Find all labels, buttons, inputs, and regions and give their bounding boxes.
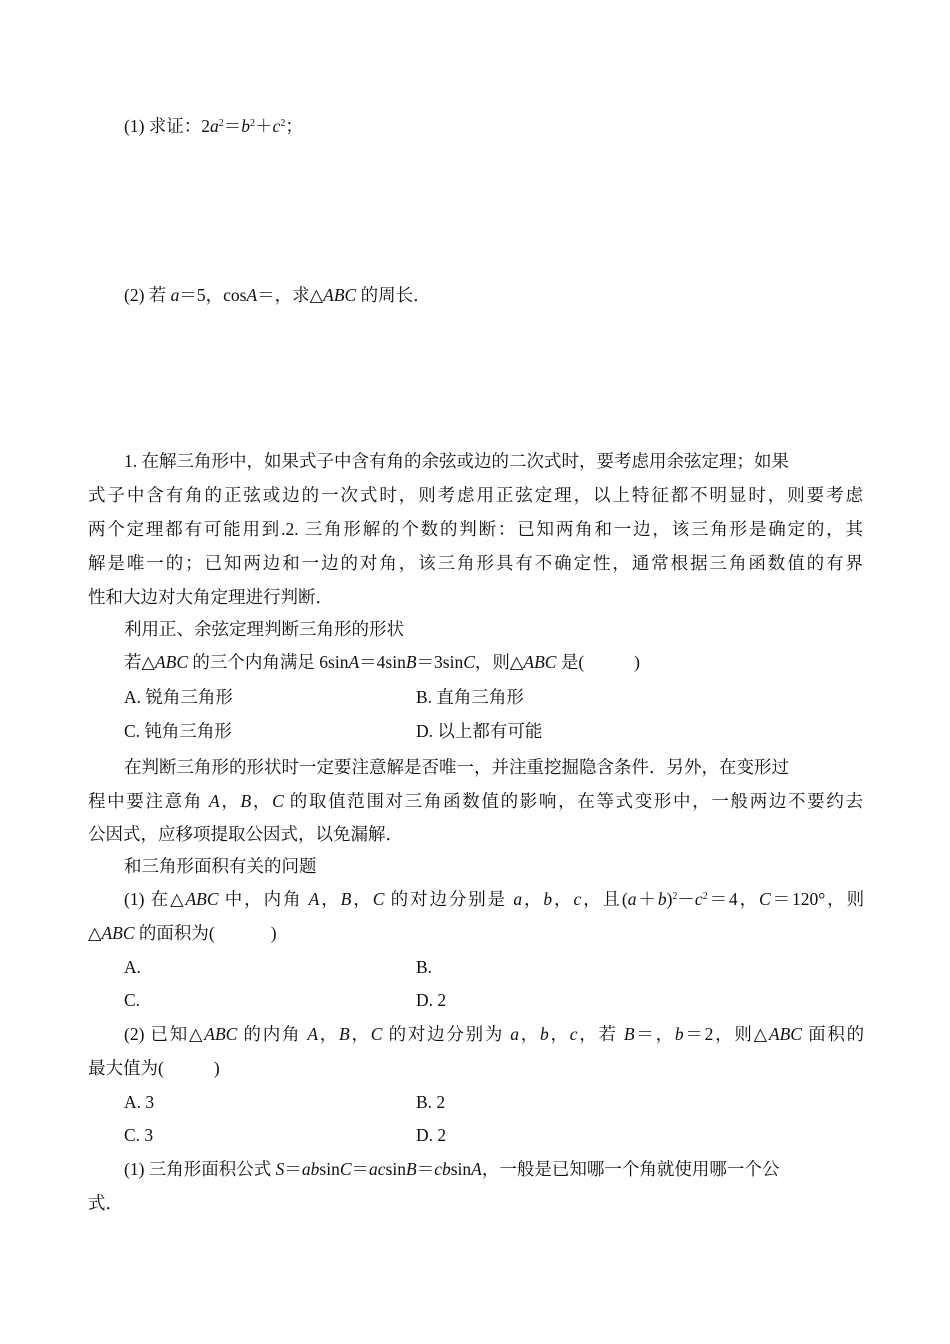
summary-line-2: 式子中含有角的正弦或边的一次式时，则考虑用正弦定理，以上特征都不明显时，则要考虑 xyxy=(88,485,863,505)
formula-line-2: 式． xyxy=(88,1193,123,1213)
topic-2-q1-line-1: (1) 在△ABC 中，内角 A，B，C 的对边分别是 a，b，c，且$(a+b)^2-c^2=4$，C＝120°，则 xyxy=(124,889,865,909)
question-2-perimeter: (2) 若 a＝5，cosA＝，求△ABC 的周长． xyxy=(124,285,431,305)
topic-1-heading: 利用正、余弦定理判断三角形的形状 xyxy=(124,619,404,639)
q1-option-b: B. xyxy=(416,957,433,977)
q2-option-b: B. 2 xyxy=(416,1092,446,1112)
q1-option-d: D. 2 xyxy=(416,990,447,1010)
topic-1-note-line-1: 在判断三角形的形状时一定要注意解是否唯一，并注重挖掘隐含条件．另外，在变形过 xyxy=(124,757,789,777)
q2-option-a: A. 3 xyxy=(124,1092,155,1112)
summary-line-5: 性和大边对大角定理进行判断． xyxy=(88,587,333,607)
topic-1-note-line-3: 公因式，应移项提取公因式，以免漏解． xyxy=(88,824,403,844)
topic-2-q2-line-1: (2) 已知△ABC 的内角 A，B，C 的对边分别为 a，b，c，若 B＝，b＝2，则△ABC 面积的 xyxy=(124,1024,865,1044)
option-b: B. 直角三角形 xyxy=(416,687,524,707)
q2-option-d: D. 2 xyxy=(416,1125,447,1145)
q1-option-c: C. xyxy=(124,990,141,1010)
summary-line-4: 解是唯一的；已知两边和一边的对角，该三角形具有不确定性，通常根据三角函数值的有界 xyxy=(88,553,863,573)
question-1-prove: (1) 求证：$2a^2=b^2+c^2$； xyxy=(124,116,303,136)
topic-2-q2-line-2: 最大值为( ) xyxy=(88,1058,220,1078)
option-d: D. 以上都有可能 xyxy=(416,721,543,741)
topic-1-stem: 若△ABC 的三个内角满足 6sinA＝4sinB＝3sinC，则△ABC 是( ) xyxy=(124,652,640,672)
topic-2-heading: 和三角形面积有关的问题 xyxy=(124,856,317,876)
topic-2-q1-line-2: △ABC 的面积为( ) xyxy=(88,923,277,943)
topic-1-note-line-2: 程中要注意角 A，B，C 的取值范围对三角函数值的影响，在等式变形中，一般两边不要约去 xyxy=(88,791,864,811)
summary-line-3: 两个定理都有可能用到.2. 三角形解的个数的判断：已知两角和一边，该三角形是确定的，其 xyxy=(88,519,863,539)
option-c: C. 钝角三角形 xyxy=(124,721,232,741)
q1-option-a: A. xyxy=(124,957,142,977)
formula-line-1: (1) 三角形面积公式 S＝absinC＝acsinB＝cbsinA，一般是已知哪一个角就使用哪一个公 xyxy=(124,1159,780,1179)
q2-option-c: C. 3 xyxy=(124,1125,154,1145)
summary-line-1: 1. 在解三角形中，如果式子中含有角的余弦或边的二次式时，要考虑用余弦定理；如果 xyxy=(124,451,789,471)
option-a: A. 锐角三角形 xyxy=(124,687,233,707)
